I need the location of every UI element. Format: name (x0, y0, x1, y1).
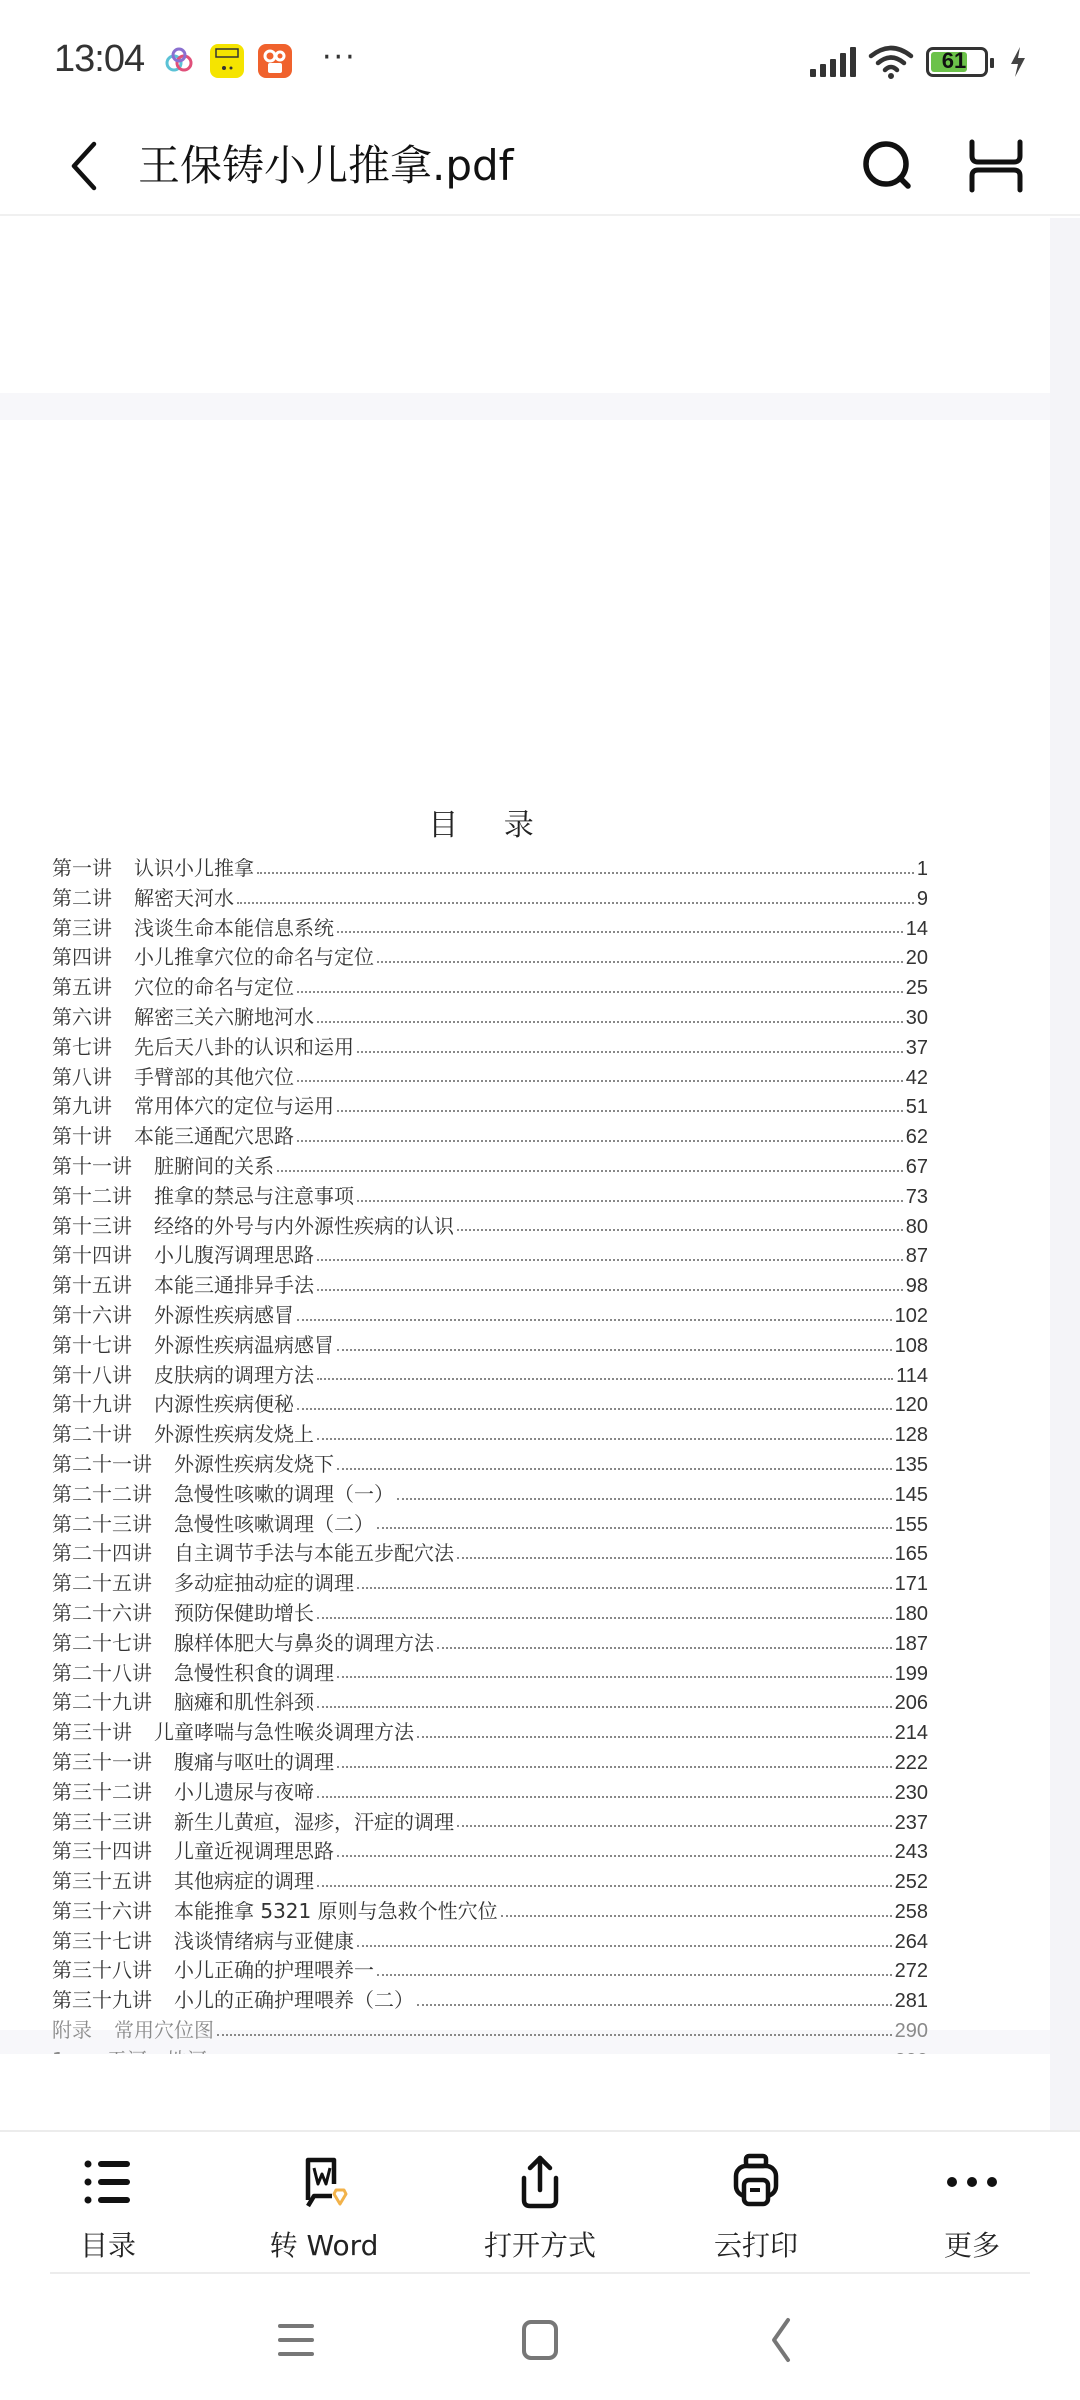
toc-entry-number: 第二十五讲 (52, 1571, 152, 1596)
toc-leader-dots (257, 872, 914, 874)
toc-leader-dots (457, 1229, 903, 1231)
toc-entry[interactable] (52, 1239, 928, 1269)
toc-entry-page: 272 (894, 1960, 928, 1983)
toc-leader-dots (377, 1974, 892, 1976)
toc-entry-page: 155 (894, 1513, 928, 1536)
pdf-page-previous (0, 218, 1050, 393)
toc-leader-dots (337, 931, 903, 933)
toc-entry-title: 多动症抽动症的调理 (174, 1571, 354, 1596)
toc-entry[interactable] (52, 1269, 928, 1299)
toc-entry-number: 第六讲 (52, 1004, 112, 1029)
toc-entry-title: 浅谈情绪病与亚健康 (174, 1928, 354, 1953)
toc-leader-dots (377, 1527, 892, 1529)
toc-entry[interactable] (52, 1686, 928, 1716)
toc-leader-dots (357, 1200, 903, 1202)
signal-icon (810, 47, 856, 77)
toc-entry-number: 第十一讲 (52, 1153, 132, 1178)
toc-entry-number: 第一讲 (52, 856, 112, 880)
toc-entry-page: 14 (905, 917, 928, 940)
toc-leader-dots (337, 1468, 892, 1470)
toc-entry-page: 243 (894, 1841, 928, 1864)
toc-leader-dots (337, 1676, 892, 1678)
toc-entry[interactable] (52, 1806, 928, 1836)
more-button[interactable] (882, 2132, 1062, 2274)
toc-leader-dots (297, 1140, 903, 1142)
toc-entry[interactable] (52, 1537, 928, 1567)
system-nav-bar (0, 2274, 1080, 2400)
toc-leader-dots (317, 1021, 903, 1023)
toc-entry[interactable] (52, 1835, 928, 1865)
toc-entry-page: 80 (905, 1215, 928, 1238)
home-button[interactable] (510, 2310, 570, 2370)
toc-entry-page: 51 (905, 1096, 928, 1119)
convert-word-icon (294, 2152, 354, 2212)
toc-entry-number: 第四讲 (52, 945, 112, 970)
toc-entry-page: 37 (905, 1036, 928, 1059)
toc-entry-page: 25 (905, 977, 928, 1000)
fullscreen-button[interactable] (964, 134, 1028, 198)
toc-entry-title: 急慢性咳嗽的调理（一） (174, 1481, 394, 1506)
toc-entry-page: 145 (894, 1483, 928, 1506)
toc-entry-page: 135 (894, 1453, 928, 1476)
toc-entry-title: 推拿的禁忌与注意事项 (154, 1183, 354, 1208)
toc-entry-number: 第九讲 (52, 1094, 112, 1119)
toc-entry-title: 解密天河水 (134, 885, 234, 910)
toc-entry-page: 108 (894, 1334, 928, 1357)
toc-leader-dots (337, 1110, 903, 1112)
toc-leader-dots (217, 2034, 892, 2036)
more-notifications-icon: ··· (322, 40, 357, 75)
toc-entry-title: 本能三通排异手法 (154, 1273, 314, 1298)
toc-leader-dots (501, 1915, 892, 1917)
toc-leader-dots (317, 1378, 893, 1380)
toc-leader-dots (417, 1736, 892, 1738)
toc-entry[interactable] (52, 1418, 928, 1448)
toc-entry[interactable] (52, 1478, 928, 1508)
battery-percent: 61 (941, 48, 967, 73)
toc-entry-number: 第二十四讲 (52, 1541, 152, 1566)
toc-entry-page: 62 (905, 1126, 928, 1149)
toc-entry[interactable] (52, 1448, 928, 1478)
toc-entry-page: 87 (905, 1245, 928, 1268)
toc-entry-number: 第三讲 (52, 915, 112, 940)
toc-leader-dots (357, 1945, 892, 1947)
toc-entry[interactable] (52, 941, 928, 971)
toc-entry-number: 第三十一讲 (52, 1749, 152, 1774)
convert-word-button[interactable] (234, 2132, 414, 2274)
toc-entry-number: 第二十六讲 (52, 1600, 152, 1625)
toc-entry-number: 第十七讲 (52, 1332, 132, 1357)
toc-entry-title: 预防保健助增长 (174, 1600, 314, 1625)
toc-entry[interactable] (52, 1567, 928, 1597)
toc-entry-title: 外源性疾病发烧下 (174, 1451, 334, 1476)
system-back-button[interactable] (752, 2310, 812, 2370)
toc-entry[interactable] (52, 1001, 928, 1031)
toc-entry[interactable] (52, 1120, 928, 1150)
toc-entry-number: 第十六讲 (52, 1302, 132, 1327)
toc-entry-title: 皮肤病的调理方法 (154, 1362, 314, 1387)
back-icon (752, 2310, 812, 2370)
toc-leader-dots (337, 1855, 892, 1857)
toc-entry-title: 认识小儿推拿 (134, 856, 254, 880)
toc-entry-title: 其他病症的调理 (174, 1869, 314, 1894)
toc-leader-dots (297, 1319, 892, 1321)
toc-entry-number: 第二十九讲 (52, 1690, 152, 1715)
toc-entry-page: 230 (894, 1781, 928, 1804)
toc-entry[interactable] (52, 1359, 928, 1389)
toc-entry[interactable] (52, 1388, 928, 1418)
toc-entry-number: 第五讲 (52, 975, 112, 1000)
toc-leader-dots (237, 902, 914, 904)
toc-entry-title: 先后天八卦的认识和运用 (134, 1034, 354, 1059)
open-with-label: 打开方式 (483, 2229, 596, 2262)
toc-entry-title: 腹痛与呕吐的调理 (174, 1749, 334, 1774)
toc-entry-number: 第十二讲 (52, 1183, 132, 1208)
document-title: 王保铸小儿推拿.pdf (138, 141, 514, 190)
toc-leader-dots (457, 1825, 892, 1827)
toc-entry-page: 102 (894, 1304, 928, 1327)
toc-entry-title: 小儿的正确护理喂养（二） (174, 1988, 414, 2013)
toc-entry-page: 258 (894, 1900, 928, 1923)
toc-entry-title: 急慢性咳嗽调理（二） (174, 1511, 374, 1536)
toc-entry-number: 第三十二讲 (52, 1779, 152, 1804)
toc-entry-title: 腺样体肥大与鼻炎的调理方法 (174, 1630, 434, 1655)
toc-entry-title: 急慢性积食的调理 (174, 1660, 334, 1685)
bottom-toolbar (0, 2130, 1080, 2272)
toc-entry-page: 67 (905, 1155, 928, 1178)
toc-entry-page: 42 (905, 1066, 928, 1089)
toc-entry-number: 第三十八讲 (52, 1958, 152, 1983)
recent-apps-button[interactable] (266, 2310, 326, 2370)
toc-entry-number: 第二十一讲 (52, 1451, 152, 1476)
toc-entry-title: 解密三关六腑地河水 (134, 1004, 314, 1029)
toc-leader-dots (317, 1438, 892, 1440)
toc-entry-title: 外源性疾病温病感冒 (154, 1332, 334, 1357)
back-button[interactable] (60, 136, 110, 196)
toc-leader-dots (357, 1587, 892, 1589)
toc-entry-page: 222 (894, 1751, 928, 1774)
toc-entry-page: 114 (896, 1364, 928, 1387)
toc-leader-dots (377, 961, 903, 963)
toc-entry-page: 165 (894, 1543, 928, 1566)
toc-entry[interactable] (52, 882, 928, 912)
toc-entry-number: 第十讲 (52, 1124, 112, 1149)
toc-entry[interactable] (52, 1657, 928, 1687)
toc-entry[interactable] (52, 1031, 928, 1061)
toc-entry-title: 常用穴位图 (114, 2018, 214, 2043)
toc-entry-title: 儿童近视调理思路 (174, 1839, 334, 1864)
toc-entry[interactable] (52, 1865, 928, 1895)
toc-leader-dots (417, 2004, 892, 2006)
toc-entry-number: 第二十三讲 (52, 1511, 152, 1536)
toc-leader-dots (317, 1617, 892, 1619)
toc-leader-dots (317, 1796, 892, 1798)
toc-entry-number: 第三十四讲 (52, 1839, 152, 1864)
toc-entry[interactable] (52, 1597, 928, 1627)
pdf-page-next (0, 2054, 1050, 2130)
toc-leader-dots (437, 1647, 892, 1649)
toc-leader-dots (357, 1051, 903, 1053)
toc-entry-title: 小儿遗尿与夜啼 (174, 1779, 314, 1804)
kuaishou-app-icon (258, 44, 292, 78)
table-of-contents (52, 852, 928, 2074)
toc-entry-page: 214 (894, 1722, 928, 1745)
list-icon (78, 2152, 138, 2212)
toc-entry-page: 281 (894, 1990, 928, 2013)
charging-icon (1008, 46, 1028, 78)
toc-entry-page: 206 (894, 1692, 928, 1715)
toc-entry-page: 120 (894, 1394, 928, 1417)
toc-leader-dots (457, 1557, 892, 1559)
toc-leader-dots (317, 1289, 903, 1291)
toc-entry[interactable] (52, 1061, 928, 1091)
toc-entry-title: 经络的外号与内外源性疾病的认识 (154, 1213, 454, 1238)
toc-button[interactable] (18, 2132, 198, 2274)
toc-leader-dots (317, 1706, 892, 1708)
toc-entry-page: 30 (905, 1006, 928, 1029)
toc-entry[interactable] (52, 1746, 928, 1776)
toc-entry-number: 第七讲 (52, 1034, 112, 1059)
toc-entry-number: 第十三讲 (52, 1213, 132, 1238)
toc-entry-number: 第二十二讲 (52, 1481, 152, 1506)
toc-entry-title: 脏腑间的关系 (154, 1153, 274, 1178)
toc-leader-dots (317, 1259, 903, 1261)
toc-entry-page: 237 (894, 1811, 928, 1834)
toc-entry-page: 199 (894, 1662, 928, 1685)
chevron-left-icon (60, 136, 110, 196)
toc-entry[interactable] (52, 1090, 928, 1120)
toc-entry[interactable] (52, 1925, 928, 1955)
toc-leader-dots (297, 1080, 903, 1082)
more-label: 更多 (943, 2229, 1000, 2262)
xianyu-app-icon (210, 44, 244, 78)
scrollbar-track[interactable] (1050, 218, 1080, 2130)
toc-leader-dots (397, 1498, 892, 1500)
toc-entry[interactable] (52, 912, 928, 942)
toc-entry-number: 第三十九讲 (52, 1988, 152, 2013)
app-header (0, 120, 1080, 216)
toc-entry[interactable] (52, 1716, 928, 1746)
toc-entry[interactable] (52, 1329, 928, 1359)
toc-entry[interactable] (52, 1180, 928, 1210)
system-indicators (810, 44, 1028, 80)
toc-entry-number: 第二讲 (52, 885, 112, 910)
toc-entry-title: 浅谈生命本能信息系统 (134, 915, 334, 940)
toc-entry-title: 自主调节手法与本能五步配穴法 (174, 1541, 454, 1566)
toc-entry-number: 第十八讲 (52, 1362, 132, 1387)
wifi-icon (868, 44, 914, 80)
toc-entry-page: 290 (894, 2020, 928, 2043)
toc-entry-page: 171 (894, 1573, 928, 1596)
toc-entry-number: 附录 (52, 2018, 92, 2043)
toc-entry-title: 常用体穴的定位与运用 (134, 1094, 334, 1119)
toc-entry[interactable] (52, 1776, 928, 1806)
toc-leader-dots (277, 1170, 903, 1172)
toc-leader-dots (297, 991, 903, 993)
toc-entry-title: 内源性疾病便秘 (154, 1392, 294, 1417)
toc-entry-page: 264 (894, 1930, 928, 1953)
open-with-button[interactable] (450, 2132, 630, 2274)
search-button[interactable] (856, 134, 920, 198)
toc-entry-title: 儿童哮喘与急性喉炎调理方法 (154, 1720, 414, 1745)
toc-entry-page: 187 (894, 1632, 928, 1655)
toc-entry-number: 第八讲 (52, 1064, 112, 1089)
toc-entry-number: 第三十五讲 (52, 1869, 152, 1894)
toc-entry-number: 第三十七讲 (52, 1928, 152, 1953)
toc-entry-page: 1 (916, 858, 928, 880)
toc-entry[interactable] (52, 1210, 928, 1240)
cloud-print-label: 云打印 (713, 2229, 798, 2262)
clock: 13:04 (54, 38, 145, 80)
toc-entry-number: 第三十讲 (52, 1720, 132, 1745)
toc-entry[interactable] (52, 1895, 928, 1925)
toc-entry-title: 外源性疾病感冒 (154, 1302, 294, 1327)
toc-entry-title: 小儿腹泻调理思路 (154, 1243, 314, 1268)
toc-entry-number: 第三十六讲 (52, 1898, 152, 1923)
toc-entry-title: 本能推拿 5321 原则与急救个性穴位 (174, 1898, 498, 1923)
toc-entry-title: 小儿推拿穴位的命名与定位 (134, 945, 374, 970)
toc-entry-number: 第三十三讲 (52, 1809, 152, 1834)
toc-entry-number: 第十五讲 (52, 1273, 132, 1298)
toc-entry-page: 20 (905, 947, 928, 970)
toc-entry-page: 73 (905, 1185, 928, 1208)
toc-entry-page: 128 (894, 1424, 928, 1447)
toc-entry-title: 手臂部的其他穴位 (134, 1064, 294, 1089)
toc-entry-title: 本能三通配穴思路 (134, 1124, 294, 1149)
toc-leader-dots (337, 1766, 892, 1768)
toc-entry-title: 脑瘫和肌性斜颈 (174, 1690, 314, 1715)
toc-entry[interactable] (52, 1299, 928, 1329)
toc-entry[interactable] (52, 852, 928, 882)
printer-icon (726, 2152, 786, 2212)
convert-word-label: 转 Word (269, 2229, 379, 2262)
toc-entry-page: 9 (916, 887, 928, 910)
search-icon (856, 134, 920, 198)
toc-entry[interactable] (52, 1954, 928, 1984)
toc-leader-dots (337, 1349, 892, 1351)
battery-icon (926, 47, 988, 77)
pdf-page-toc (0, 420, 1050, 2043)
toc-leader-dots (317, 1885, 892, 1887)
toc-entry-title: 新生儿黄疸，湿疹，汗症的调理 (174, 1809, 454, 1834)
toc-entry-number: 第二十七讲 (52, 1630, 152, 1655)
toc-entry[interactable] (52, 2014, 928, 2044)
toc-entry-title: 穴位的命名与定位 (134, 975, 294, 1000)
home-icon (510, 2310, 570, 2370)
toc-leader-dots (297, 1408, 892, 1410)
toc-entry-title: 外源性疾病发烧上 (154, 1422, 314, 1447)
toc-entry-number: 第二十八讲 (52, 1660, 152, 1685)
cloud-print-button[interactable] (666, 2132, 846, 2274)
toc-entry-number: 第二十讲 (52, 1422, 132, 1447)
cloud-app-icon (162, 44, 196, 78)
toc-entry-number: 第十九讲 (52, 1392, 132, 1417)
toc-entry[interactable] (52, 1150, 928, 1180)
share-icon (510, 2152, 570, 2212)
toc-heading: 目 录 (428, 808, 552, 843)
toc-entry-number: 第十四讲 (52, 1243, 132, 1268)
toc-entry[interactable] (52, 1984, 928, 2014)
status-bar (0, 0, 1080, 120)
toc-button-label: 目录 (79, 2229, 136, 2262)
toc-entry-title: 小儿正确的护理喂养一 (174, 1958, 374, 1983)
toc-entry-page: 98 (905, 1275, 928, 1298)
expand-icon (964, 134, 1028, 198)
toc-entry-page: 252 (894, 1871, 928, 1894)
toc-entry[interactable] (52, 1508, 928, 1538)
menu-icon (266, 2310, 326, 2370)
more-icon (942, 2152, 1002, 2212)
toc-entry[interactable] (52, 1627, 928, 1657)
toc-entry-page: 180 (894, 1602, 928, 1625)
pdf-viewer[interactable] (0, 218, 1080, 2130)
toc-entry[interactable] (52, 971, 928, 1001)
